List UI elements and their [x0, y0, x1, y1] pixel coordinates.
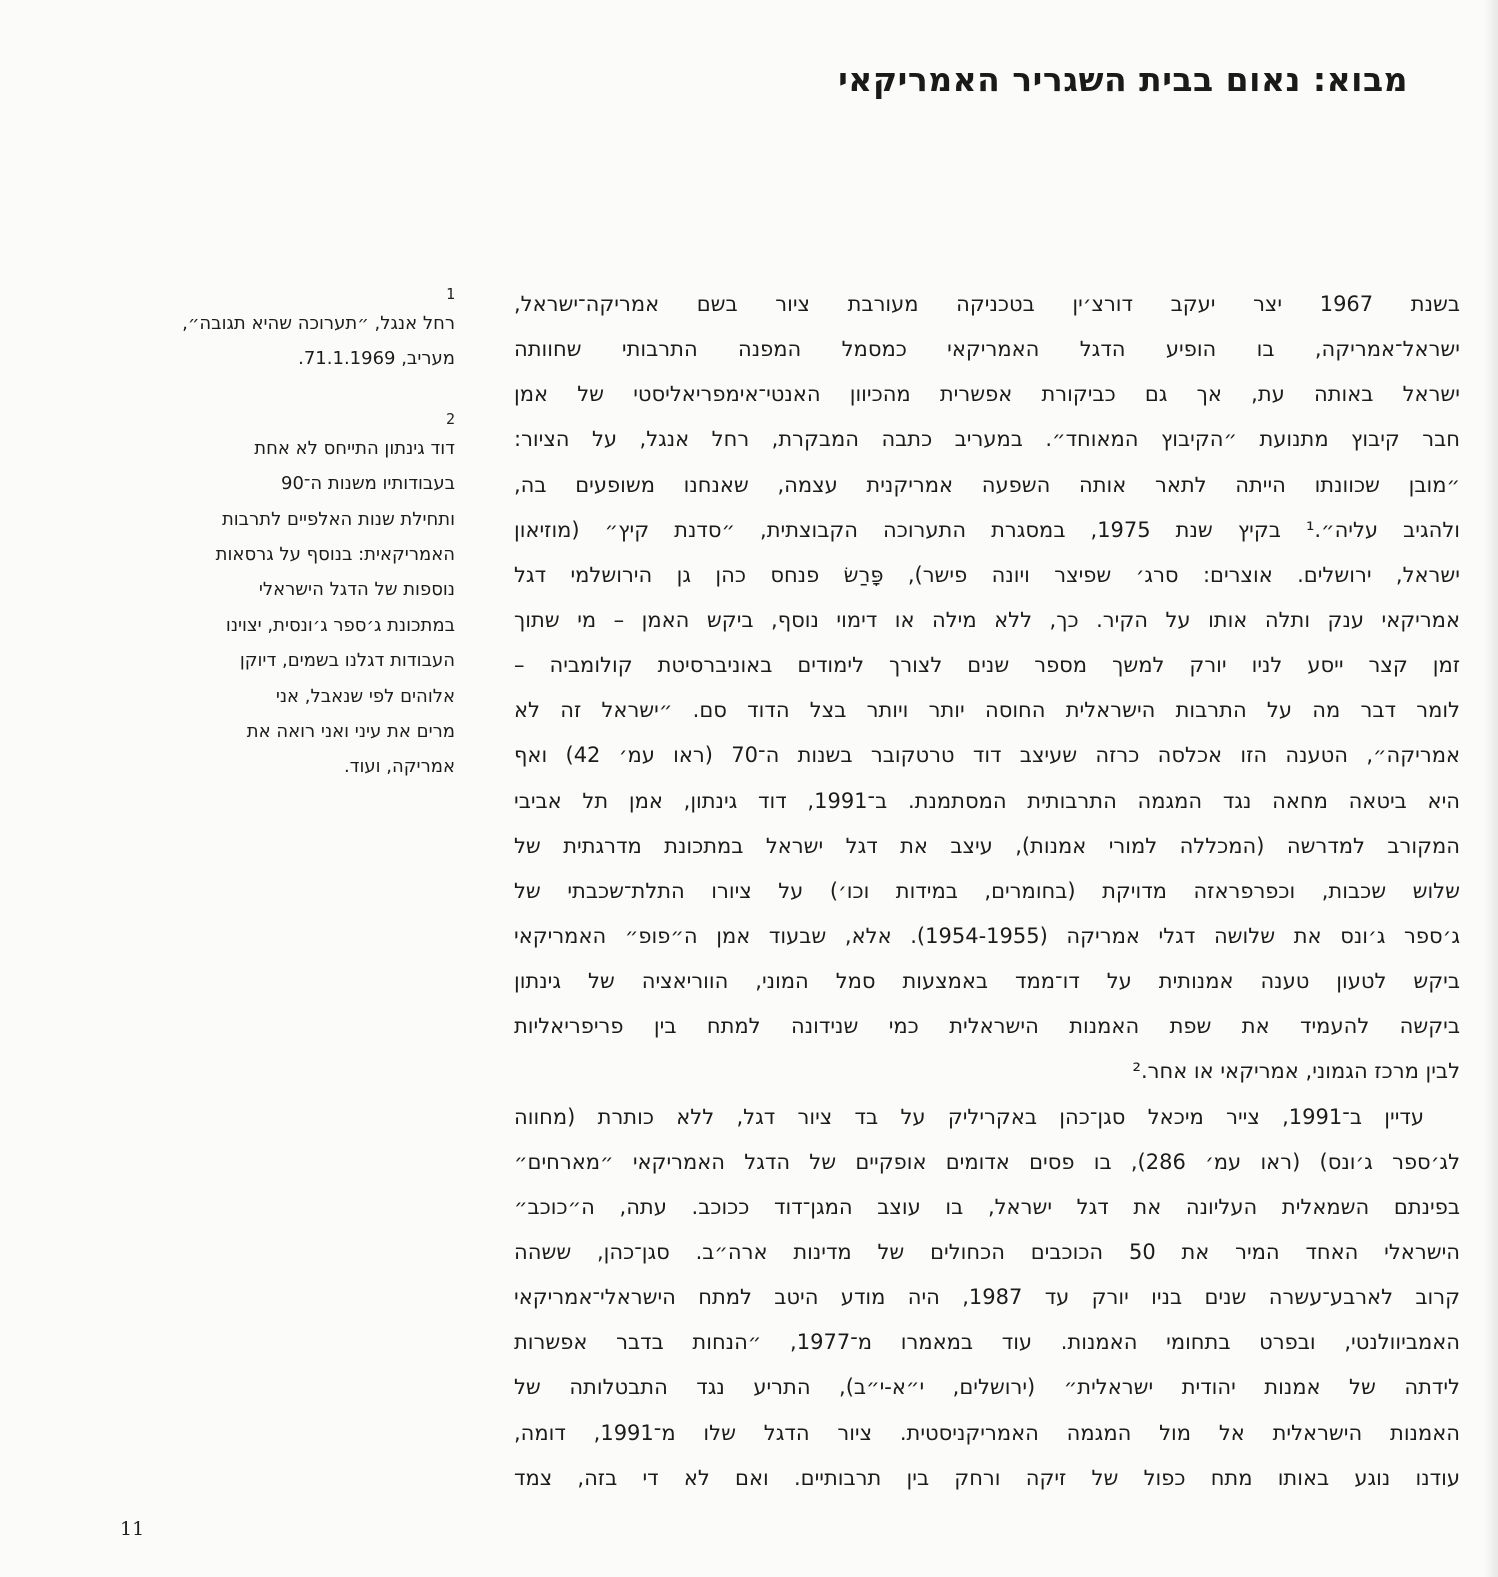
- page-number: 11: [120, 1518, 145, 1540]
- body-line: זמן קצר ייסע לניו יורק למשך מספר שנים לצורך לימודים באוניברסיטת קולומביה –: [514, 653, 1460, 678]
- body-line: עודנו נוגע באותו מתח כפול של זיקה ורחק בין תרבותיים. ואם לא די בזה, צמד: [514, 1465, 1460, 1490]
- footnote-line: מרים את עיני ואני רואה את: [246, 720, 455, 742]
- body-line: לג׳ספר ג׳ונס) (ראו עמ׳ 286), בו פסים אדומים אופקיים של הדגל האמריקאי ״מארחים״: [514, 1149, 1460, 1174]
- body-line: שלוש שכבות, וכפרפראזה מדויקת (בחומרים, במידות וכו׳) על ציורו התלת־שכבתי של: [514, 878, 1460, 903]
- body-line: בפינתם השמאלית העליונה את דגל ישראל, בו עוצב המגן־דוד ככוכב. עתה, ה״כוכב״: [514, 1194, 1460, 1219]
- footnote-line: מעריב, 71.1.1969.: [298, 348, 455, 370]
- body-line: לידתה של אמנות יהודית ישראלית״ (ירושלים, י״א-י״ב), התריע נגד התבטלותה של: [514, 1375, 1460, 1400]
- footnote-line: דוד גינתון התייחס לא אחת: [254, 437, 455, 459]
- body-line: ישראל־אמריקה, בו הופיע הדגל האמריקאי כמסמל המפנה התרבותי שחוותה: [514, 337, 1460, 362]
- body-line: בשנת 1967 יצר יעקב דורצ׳ין בטכניקה מעורבת ציור בשם אמריקה־ישראל,: [514, 292, 1460, 316]
- body-line: ביקשה להעמיד את שפת האמנות הישראלית כמי שנידונה למתח בין פריפריאליות: [514, 1014, 1460, 1039]
- body-line: ביקש לטעון טענה אמנותית על דו־ממד באמצעות סמל המוני, הווריאציה של גינתון: [514, 969, 1460, 994]
- body-line: ג׳ספר ג׳ונס את שלושה דגלי אמריקה (1954-1955). אלא, שבעוד אמן ה״פופ״ האמריקאי: [514, 923, 1460, 948]
- footnote-line: נוספות של הדגל הישראלי: [258, 579, 455, 601]
- footnote-gap: [120, 377, 455, 407]
- footnote-line: אמריקה, ועוד.: [343, 756, 455, 778]
- body-text: [514, 282, 1460, 1501]
- page-edge-shadow: [1484, 0, 1498, 1577]
- body-line: האמנות הישראלית אל מול המגמה האמריקניסטית. ציור הדגל שלו מ־1991, דומה,: [514, 1420, 1460, 1445]
- body-line: ״מובן שכוונתו הייתה לתאר אותה השפעה אמריקנית עצמה, שאנחנו משופעים בה,: [514, 472, 1460, 497]
- body-line: חבר קיבוץ מתנועת ״הקיבוץ המאוחד״. במעריב כתבה המבקרת, רחל אנגל, על הציור:: [514, 427, 1460, 452]
- footnote-number: 2: [445, 409, 455, 428]
- body-line: הישראלי האחד המיר את 50 הכוכבים הכחולים של מדינות ארה״ב. סגן־כהן, ששהה: [514, 1239, 1460, 1264]
- body-line: ישראל באותה עת, אך גם כביקורת אפשרית מהכיוון האנטי־אימפריאליסטי של אמן: [514, 382, 1460, 407]
- footnotes-column: [120, 282, 455, 785]
- body-line: המקורב למדרשה (המכללה למורי אמנות), עיצב את דגל ישראל במתכונת מדרגתית של: [514, 833, 1460, 858]
- body-line: לבין מרכז הגמוני, אמריקאי או אחר.²: [1132, 1059, 1460, 1084]
- footnote-line: רחל אנגל, ״תערוכה שהיא תגובה״,: [182, 313, 455, 334]
- footnote-line: האמריקאית: בנוסף על גרסאות: [215, 543, 455, 565]
- chapter-title: מבוא: נאום בבית השגריר האמריקאי: [838, 60, 1408, 99]
- body-line: עדיין ב־1991, צייר מיכאל סגן־כהן באקריליק על בד ציור דגל, ללא כותרת (מחווה: [514, 1104, 1425, 1129]
- footnote-line: העבודות דגלנו בשמים, דיוקן: [239, 650, 455, 672]
- body-line: קרוב לארבע־עשרה שנים בניו יורק עד 1987, היה מודע היטב למתח הישראלי־אמריקאי: [514, 1285, 1460, 1310]
- body-line: אמריקאי ענק ותלה אותו על הקיר. כך, ללא מילה או דימוי נוסף, ביקש האמן – מי שתוך: [514, 607, 1460, 632]
- body-line: האמביוולנטי, ובפרט בתחומי האמנות. עוד במאמרו מ־1977, ״הנחות בדבר אפשרות: [514, 1330, 1460, 1355]
- body-line: לומר דבר מה על התרבות הישראלית החוסה יותר ויותר בצל הדוד סם. ״ישראל זה לא: [514, 698, 1460, 723]
- footnote-line: בעבודותיו משנות ה־90: [281, 473, 455, 495]
- body-line: אמריקה״, הטענה הזו אכלסה כרזה שעיצב דוד טרטקובר בשנות ה־70 (ראו עמ׳ 42) ואף: [514, 743, 1460, 768]
- footnote-number: 1: [445, 285, 455, 303]
- body-line: ולהגיב עליה״.¹ בקיץ שנת 1975, במסגרת התערוכה הקבוצתית, ״סדנת קיץ״ (מוזיאון: [514, 517, 1460, 542]
- body-line: ישראל, ירושלים. אוצרים: סרג׳ שפיצר ויונה פישר), פָּרַשׂ פנחס כהן גן הירושלמי דגל: [514, 562, 1460, 587]
- footnote-line: במתכונת ג׳ספר ג׳ונסית, יצוינו: [225, 614, 455, 636]
- body-line: היא ביטאה מחאה נגד המגמה התרבותית המסתמנת. ב־1991, דוד גינתון, אמן תל אביבי: [514, 788, 1460, 813]
- footnote-line: ותחילת שנות האלפיים לתרבות: [221, 508, 455, 530]
- footnote-line: אלוהים לפי שנאבל, אני: [275, 685, 455, 707]
